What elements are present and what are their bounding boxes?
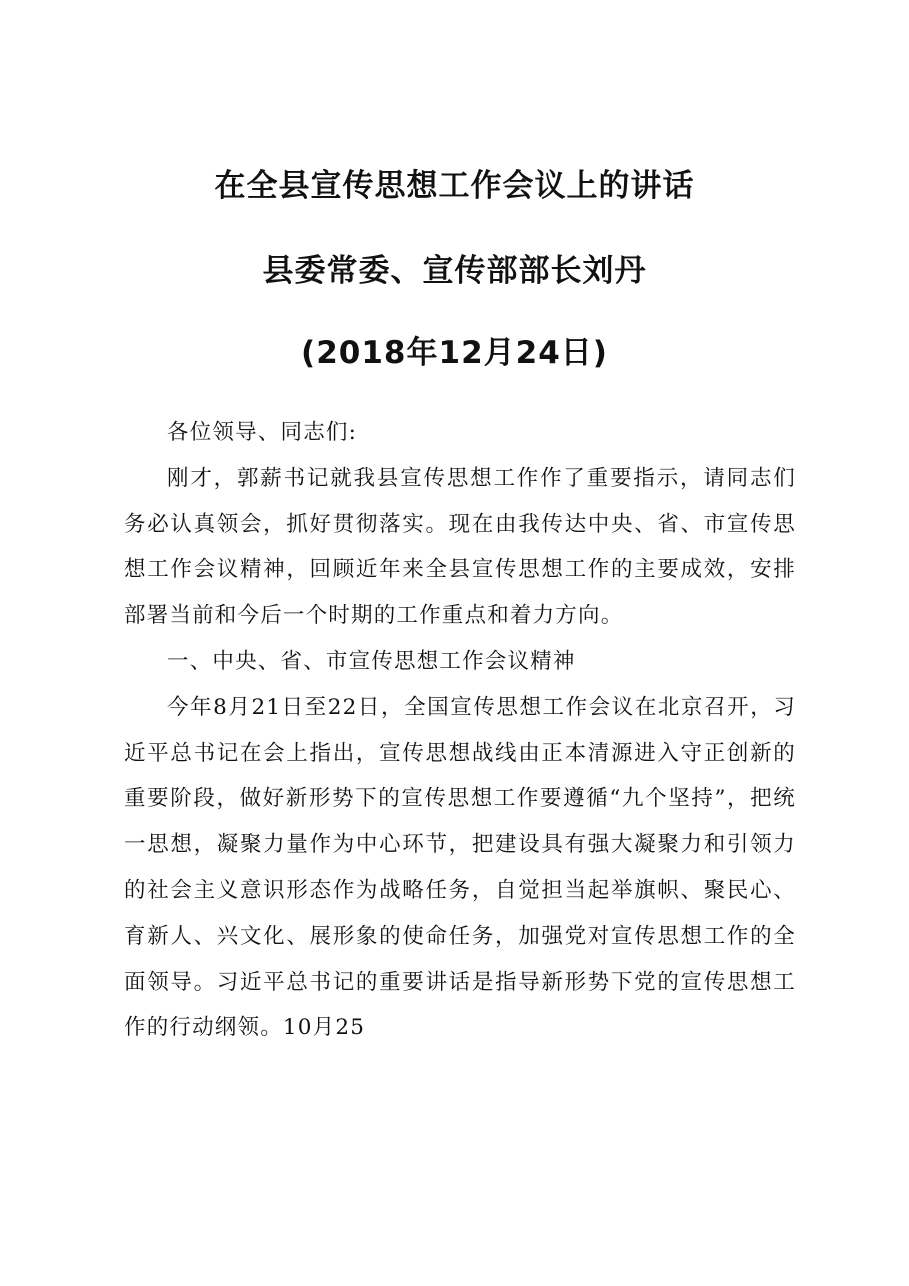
- speech-body: [124, 410, 796, 1051]
- speech-date: (2018年12月24日): [301, 335, 608, 371]
- section-heading: 一、中央、省、市宣传思想工作会议精神: [167, 648, 576, 674]
- speaker-line: 县委常委、宣传部部长刘丹: [262, 253, 647, 289]
- salutation-paragraph: 各位领导、同志们:: [167, 420, 358, 445]
- body-paragraph: 今年8月21日至22日，全国宣传思想工作会议在北京召开，习近平总书记在会上指出，宣传思想战线由正本清源进入守正创新的重要阶段，做好新形势下的宣传思想工作要遵循“九个坚持”，把统一思想，凝聚力量作为中心环节，把建设具有强大凝聚力和引领力的社会主义意识形态作为战略任务，自觉担当起举旗帜、聚民心、育新人、兴文化、展形象的使命任务，加强党对宣传思想工作的全面领导。习近平总书记的重要讲话是指导新形势下党的宣传思想工作的行动纲领。10月25: [124, 694, 796, 1041]
- document-title: 在全县宣传思想工作会议上的讲话: [214, 168, 695, 204]
- opening-paragraph: 刚才，郭薪书记就我县宣传思想工作作了重要指示，请同志们务必认真领会，抓好贯彻落实。现在由我传达中央、省、市宣传思想工作会议精神，回顾近年来全县宣传思想工作的主要成效，安排部署当前和今后一个时期的工作重点和着力方向。: [124, 465, 796, 629]
